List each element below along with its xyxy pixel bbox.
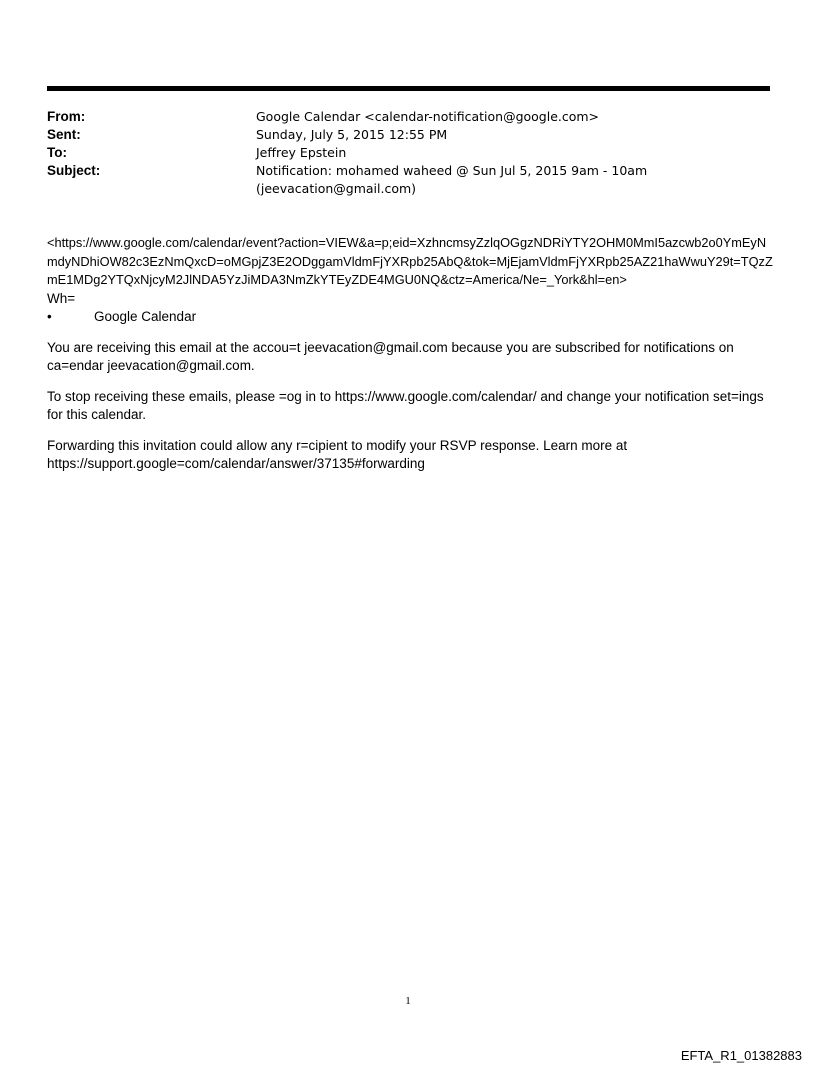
to-row	[47, 144, 770, 162]
email-body	[47, 234, 773, 474]
subject-value: Notification: mohamed waheed @ Sun Jul 5, 2015 9am - 10am (jeevacation@gmail.com)	[256, 163, 648, 196]
from-value: Google Calendar <calendar-notification@google.com>	[256, 109, 600, 124]
where-bullet-item	[47, 308, 773, 327]
subject-row	[47, 162, 770, 198]
calendar-event-url: <https://www.google.com/calendar/event?action=VIEW&a=p;eid=XzhncmsyZzlqOGgzNDRiYTY2OHM0MmI5azcwb2o0YmEyNmdyNDhiOW82c3EzNmQxcD=oMGpjZ3E2ODggamVldmFjYXRpb25AbQ&tok=MjEjamVldmFjYXRpb25AZ21haWwuY29t=TQzZmE1MDg2YTQxNjcyM2JlNDA5YzJiMDA3NmZkYTEyZDE4MGU0NQ&ctz=America/Ne=_York&hl=en>	[47, 235, 773, 287]
to-value: Jeffrey Epstein	[256, 145, 347, 160]
sent-value: Sunday, July 5, 2015 12:55 PM	[256, 127, 448, 142]
bullet-text: Google Calendar	[94, 309, 197, 324]
forwarding-paragraph: Forwarding this invitation could allow any r=cipient to modify your RSVP response. Learn more at https://support.google=com/calendar/answer/37135#forwarding	[47, 437, 628, 471]
page-number: 1	[405, 995, 411, 1007]
bates-number: EFTA_R1_01382883	[680, 1048, 802, 1063]
notification-paragraph: You are receiving this email at the accou=t jeevacation@gmail.com because you are subscribed for notifications on ca=endar jeevacation@gmail.com.	[47, 339, 734, 373]
email-header	[47, 108, 770, 198]
header-divider-rule	[47, 86, 770, 91]
unsubscribe-paragraph: To stop receiving these emails, please =og in to https://www.google.com/calendar/ and change your notification set=ings for this calendar.	[47, 388, 764, 422]
bullet-symbol: •	[47, 309, 52, 324]
from-row	[47, 108, 770, 126]
from-label: From:	[47, 109, 86, 124]
sent-row	[47, 126, 770, 144]
sent-label: Sent:	[47, 127, 81, 142]
where-label: Wh=	[47, 290, 76, 306]
to-label: To:	[47, 145, 67, 160]
subject-label: Subject:	[47, 163, 101, 178]
